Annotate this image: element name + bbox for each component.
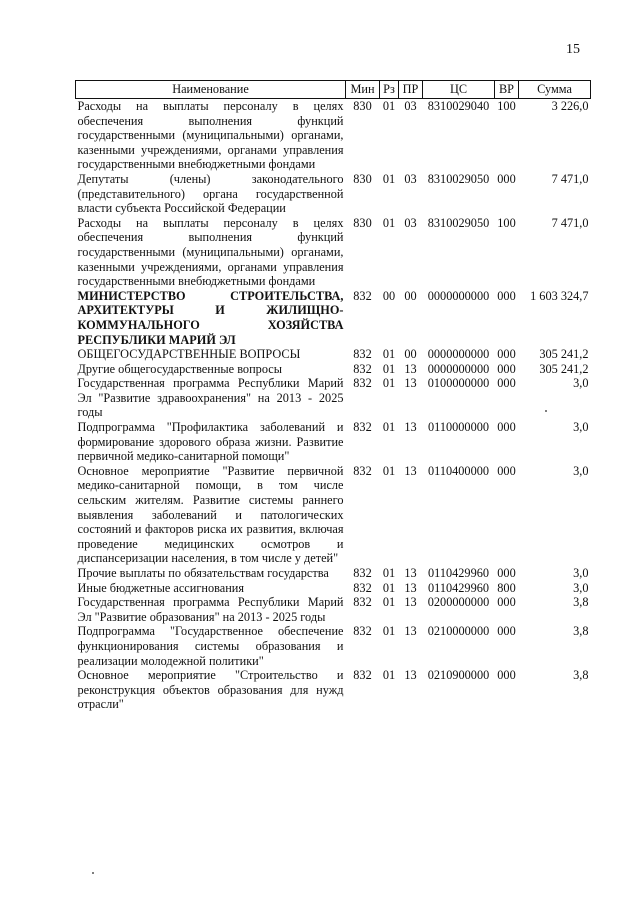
table-row	[76, 420, 591, 464]
header-sum: Сумма	[519, 81, 591, 99]
row-vr: 000	[497, 347, 516, 362]
row-min: 832	[353, 668, 372, 683]
row-cs: 0210900000	[427, 668, 490, 683]
header-cs: ЦС	[423, 81, 495, 99]
row-rz: 01	[382, 566, 396, 580]
table-row	[76, 595, 591, 624]
row-rz: 01	[382, 580, 396, 595]
row-cs: 0110429960	[427, 580, 490, 595]
row-pr: 03	[404, 171, 417, 186]
row-rz: 00	[382, 288, 396, 303]
row-name: ОБЩЕГОСУДАРСТВЕННЫЕ ВОПРОСЫ	[77, 347, 301, 362]
row-rz: 01	[382, 361, 396, 376]
budget-table	[75, 80, 591, 712]
table-row	[76, 624, 591, 668]
table-row	[76, 216, 591, 289]
table-row	[76, 566, 591, 581]
table-body	[76, 99, 591, 712]
table-row	[76, 668, 591, 712]
row-min: 832	[353, 361, 372, 376]
row-rz: 01	[382, 595, 396, 610]
row-rz: 01	[382, 376, 396, 391]
row-name: Основное мероприятие "Развитие первичной медико-санитарной помощи, в том числе сельским жителям. Развитие системы раннего выявления заболеваний и патологических состояний и факторов риска их развития, включая проведение медицинских осмотров и диспансеризации населения, в том числе у детей"	[77, 463, 344, 566]
row-cs: 8310029050	[427, 215, 490, 230]
row-vr: 800	[497, 580, 516, 595]
header-rz: Рз	[380, 81, 399, 99]
row-pr: 13	[404, 668, 417, 683]
table-row	[76, 347, 591, 362]
row-min: 832	[353, 463, 372, 478]
row-pr: 13	[404, 463, 417, 478]
page-number: 15	[566, 42, 580, 57]
row-rz: 01	[382, 215, 396, 230]
row-sum: 3,0	[573, 580, 589, 595]
row-cs: 0000000000	[427, 361, 490, 376]
row-cs: 0110429960	[427, 566, 490, 580]
table-row	[76, 581, 591, 596]
row-pr: 13	[404, 420, 417, 435]
row-sum: 3,8	[573, 624, 589, 639]
row-vr: 000	[497, 288, 516, 303]
row-pr: 03	[404, 99, 417, 113]
row-vr: 100	[497, 215, 516, 230]
header-pr: ПР	[399, 81, 423, 99]
row-cs: 0210000000	[427, 624, 490, 639]
table-row	[76, 99, 591, 172]
row-vr: 000	[497, 361, 516, 376]
table-row	[76, 464, 591, 566]
row-name: Расходы на выплаты персоналу в целях обеспечения выполнения функций государственными (муниципальными) органами, казенными учреждениями, органами управления государственными внебюджетными фондами	[77, 99, 344, 172]
row-min: 832	[353, 288, 372, 303]
table-row	[76, 172, 591, 216]
row-rz: 01	[382, 463, 396, 478]
row-name: Прочие выплаты по обязательствам государства	[77, 566, 329, 580]
row-pr: 03	[404, 215, 417, 230]
row-pr: 13	[404, 566, 417, 580]
row-name: МИНИСТЕРСТВО СТРОИТЕЛЬСТВА, АРХИТЕКТУРЫ И ЖИЛИЩНО-КОММУНАЛЬНОГО ХОЗЯЙСТВА РЕСПУБЛИКИ МАРИЙ ЭЛ	[77, 288, 344, 347]
row-min: 832	[353, 420, 372, 435]
row-name: Иные бюджетные ассигнования	[77, 580, 245, 595]
row-name: Подпрограмма "Профилактика заболеваний и формирование здорового образа жизни. Развитие первичной медико-санитарной помощи"	[77, 420, 344, 464]
row-sum: 305 241,2	[539, 347, 589, 362]
row-sum: 7 471,0	[551, 171, 589, 186]
row-sum: 305 241,2	[539, 361, 589, 376]
row-min: 830	[353, 99, 372, 113]
header-min: Мин	[346, 81, 380, 99]
row-pr: 13	[404, 376, 417, 391]
row-min: 832	[353, 376, 372, 391]
row-vr: 000	[497, 376, 516, 391]
row-pr: 13	[404, 361, 417, 376]
row-cs: 0000000000	[427, 347, 490, 362]
row-name: Депутаты (члены) законодательного (представительного) органа государственной власти субъекта Российской Федерации	[77, 171, 344, 216]
row-vr: 000	[497, 668, 516, 683]
row-vr: 000	[497, 463, 516, 478]
row-rz: 01	[382, 171, 396, 186]
row-rz: 01	[382, 420, 396, 435]
row-min: 832	[353, 580, 372, 595]
row-sum: 3,0	[573, 566, 589, 580]
row-pr: 13	[404, 595, 417, 610]
row-cs: 0000000000	[427, 288, 490, 303]
scan-speck	[545, 410, 547, 412]
row-name: Другие общегосударственные вопросы	[77, 361, 282, 376]
table-header-row	[76, 81, 591, 99]
scan-speck	[92, 872, 94, 874]
row-vr: 000	[497, 420, 516, 435]
table-row	[76, 289, 591, 347]
row-sum: 3 226,0	[551, 99, 589, 113]
row-sum: 3,0	[573, 420, 589, 435]
row-name: Государственная программа Республики Марий Эл "Развитие образования" на 2013 - 2025 годы	[77, 595, 344, 624]
row-vr: 000	[497, 566, 516, 580]
row-cs: 0100000000	[427, 376, 490, 391]
table-row	[76, 376, 591, 420]
row-cs: 0110400000	[427, 463, 490, 478]
row-vr: 100	[497, 99, 516, 113]
row-sum: 7 471,0	[551, 215, 589, 230]
row-pr: 00	[404, 347, 417, 362]
row-name: Основное мероприятие "Строительство и реконструкция объектов образования для нужд отрасли"	[77, 668, 344, 712]
header-vr: ВР	[495, 81, 519, 99]
row-vr: 000	[497, 595, 516, 610]
row-rz: 01	[382, 347, 396, 362]
row-pr: 13	[404, 624, 417, 639]
row-min: 830	[353, 171, 372, 186]
row-name: Государственная программа Республики Марий Эл "Развитие здравоохранения" на 2013 - 2025 годы	[77, 376, 344, 420]
row-cs: 0200000000	[427, 595, 490, 610]
row-vr: 000	[497, 624, 516, 639]
row-rz: 01	[382, 624, 396, 639]
row-pr: 00	[404, 288, 417, 303]
row-sum: 3,8	[573, 595, 589, 610]
row-min: 830	[353, 215, 372, 230]
row-cs: 8310029040	[427, 99, 490, 113]
row-rz: 01	[382, 99, 396, 113]
row-min: 832	[353, 595, 372, 610]
row-sum: 3,8	[573, 668, 589, 683]
table-row	[76, 362, 591, 377]
header-name: Наименование	[76, 81, 346, 99]
row-cs: 0110000000	[427, 420, 490, 435]
row-min: 832	[353, 566, 372, 580]
row-sum: 1 603 324,7	[530, 288, 589, 303]
row-name: Подпрограмма "Государственное обеспечение функционирования системы образования и реализации молодежной политики"	[77, 624, 344, 668]
row-min: 832	[353, 624, 372, 639]
row-name: Расходы на выплаты персоналу в целях обеспечения выполнения функций государственными (муниципальными) органами, казенными учреждениями, органами управления государственными внебюджетными фондами	[77, 215, 344, 289]
row-cs: 8310029050	[427, 171, 490, 186]
row-vr: 000	[497, 171, 516, 186]
row-sum: 3,0	[573, 376, 589, 391]
row-rz: 01	[382, 668, 396, 683]
row-sum: 3,0	[573, 463, 589, 478]
row-min: 832	[353, 347, 372, 362]
row-pr: 13	[404, 580, 417, 595]
